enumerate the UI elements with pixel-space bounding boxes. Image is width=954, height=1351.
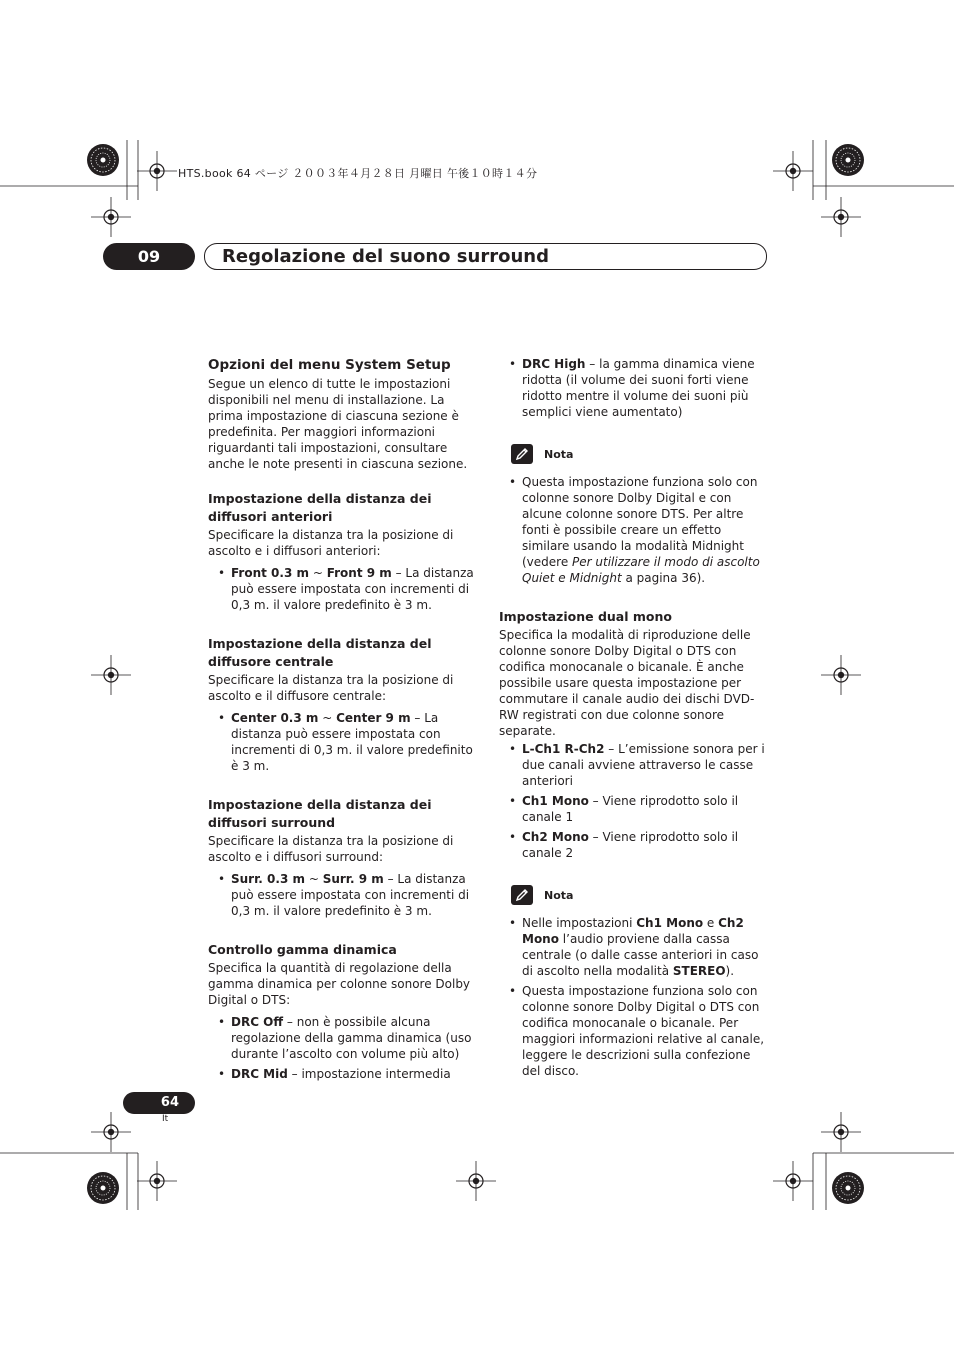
section-heading: Opzioni del menu System Setup: [208, 357, 451, 373]
list-item: • Surr. 0.3 m ~ Surr. 9 m – La distanza può essere impostata con incrementi di 0,3 m. il valore predefinito è 3 m.: [208, 871, 478, 919]
list-item: • Ch2 Mono – Viene riprodotto solo il canale 2: [499, 829, 767, 861]
list-item: • L-Ch1 R-Ch2 – L’emissione sonora per i due canali avviene attraverso le casse anteriori: [499, 741, 767, 789]
list-item: • Center 0.3 m ~ Center 9 m – La distanza può essere impostata con incrementi di 0,3 m. il valore predefinito è 3 m.: [208, 710, 478, 774]
chapter-title-box: [204, 243, 767, 270]
list-item: • Questa impostazione funziona solo con colonne sonore Dolby Digital e con alcune colonne sonore DTS. Per altre fonti è possibile creare un effetto similare usando la modalità Midnight (vedere Per utilizzare il modo di ascolto Quiet e Midnight a pagina 36).: [499, 474, 767, 586]
note-label: Nota: [544, 888, 574, 902]
list-item: • DRC Mid – impostazione intermedia: [208, 1066, 478, 1082]
front-distance-section: [208, 490, 478, 613]
list-item: • DRC Off – non è possibile alcuna regolazione della gamma dinamica (uso durante l’ascolto con volume più alto): [208, 1014, 478, 1062]
chapter-number-badge: 09: [103, 243, 195, 270]
subsection-desc: Specificare la distanza tra la posizione di ascolto e il diffusore centrale:: [208, 673, 454, 703]
right-column: [499, 356, 767, 1083]
chapter-title: Regolazione del suono surround: [222, 246, 549, 267]
center-distance-section: [208, 635, 478, 774]
subsection-title: Impostazione della distanza dei diffusori surround: [208, 797, 432, 830]
list-item: • Ch1 Mono – Viene riprodotto solo il canale 1: [499, 793, 767, 825]
subsection-title: Impostazione dual mono: [499, 609, 672, 624]
note-label: Nota: [544, 447, 574, 461]
note-header: [511, 442, 767, 466]
list-item: • Front 0.3 m ~ Front 9 m – La distanza può essere impostata con incrementi di 0,3 m. il valore predefinito è 3 m.: [208, 565, 478, 613]
subsection-title: Controllo gamma dinamica: [208, 942, 397, 957]
subsection-desc: Specifica la modalità di riproduzione delle colonne sonore Dolby Digital o DTS con codifica monocanale o bicanale. È anche possibile usare questa impostazione per commutare il canale audio dei dischi DVD-RW registrati con due colonne sonore separate.: [499, 628, 755, 738]
subsection-desc: Specificare la distanza tra la posizione di ascolto e i diffusori surround:: [208, 834, 454, 864]
left-column: [208, 356, 478, 1086]
language-code: It: [162, 1114, 169, 1124]
dual-mono-section: [499, 608, 767, 861]
subsection-title: Impostazione della distanza del diffusore centrale: [208, 636, 432, 669]
page-number: 64: [123, 1092, 195, 1114]
pencil-icon: [511, 444, 533, 464]
note-header: [511, 883, 767, 907]
list-item: • Nelle impostazioni Ch1 Mono e Ch2 Mono l’audio proviene dalla cassa centrale (o dalle casse anteriori in caso di ascolto nella modalità STEREO).: [499, 915, 767, 979]
list-item: • DRC High – la gamma dinamica viene ridotta (il volume dei suoni forti viene ridotto mentre il volume dei suoni più semplici viene aumentato): [499, 356, 767, 420]
dynamic-range-section: [208, 941, 478, 1082]
print-header-info: HTS.book 64 ページ ２００３年４月２８日 月曜日 午後１０時１４分: [178, 167, 538, 180]
list-item: • Questa impostazione funziona solo con colonne sonore Dolby Digital o DTS con codifica monocanale o bicanale. Per maggiori informazioni relative al canale, leggere le descrizioni sulla confezione del disco.: [499, 983, 767, 1079]
subsection-title: Impostazione della distanza dei diffusori anteriori: [208, 491, 432, 524]
intro-paragraph: Segue un elenco di tutte le impostazioni disponibili nel menu di installazione. La prima impostazione di ciascuna sezione è predefinita. Per maggiori informazioni riguardanti tali impostazioni, consultare anche le note presenti in ciascuna sezione.: [208, 377, 468, 471]
subsection-desc: Specificare la distanza tra la posizione di ascolto e i diffusori anteriori:: [208, 528, 454, 558]
surround-distance-section: [208, 796, 478, 919]
subsection-desc: Specifica la quantità di regolazione della gamma dinamica per colonne sonore Dolby Digital o DTS:: [208, 961, 471, 1007]
pencil-icon: [511, 885, 533, 905]
